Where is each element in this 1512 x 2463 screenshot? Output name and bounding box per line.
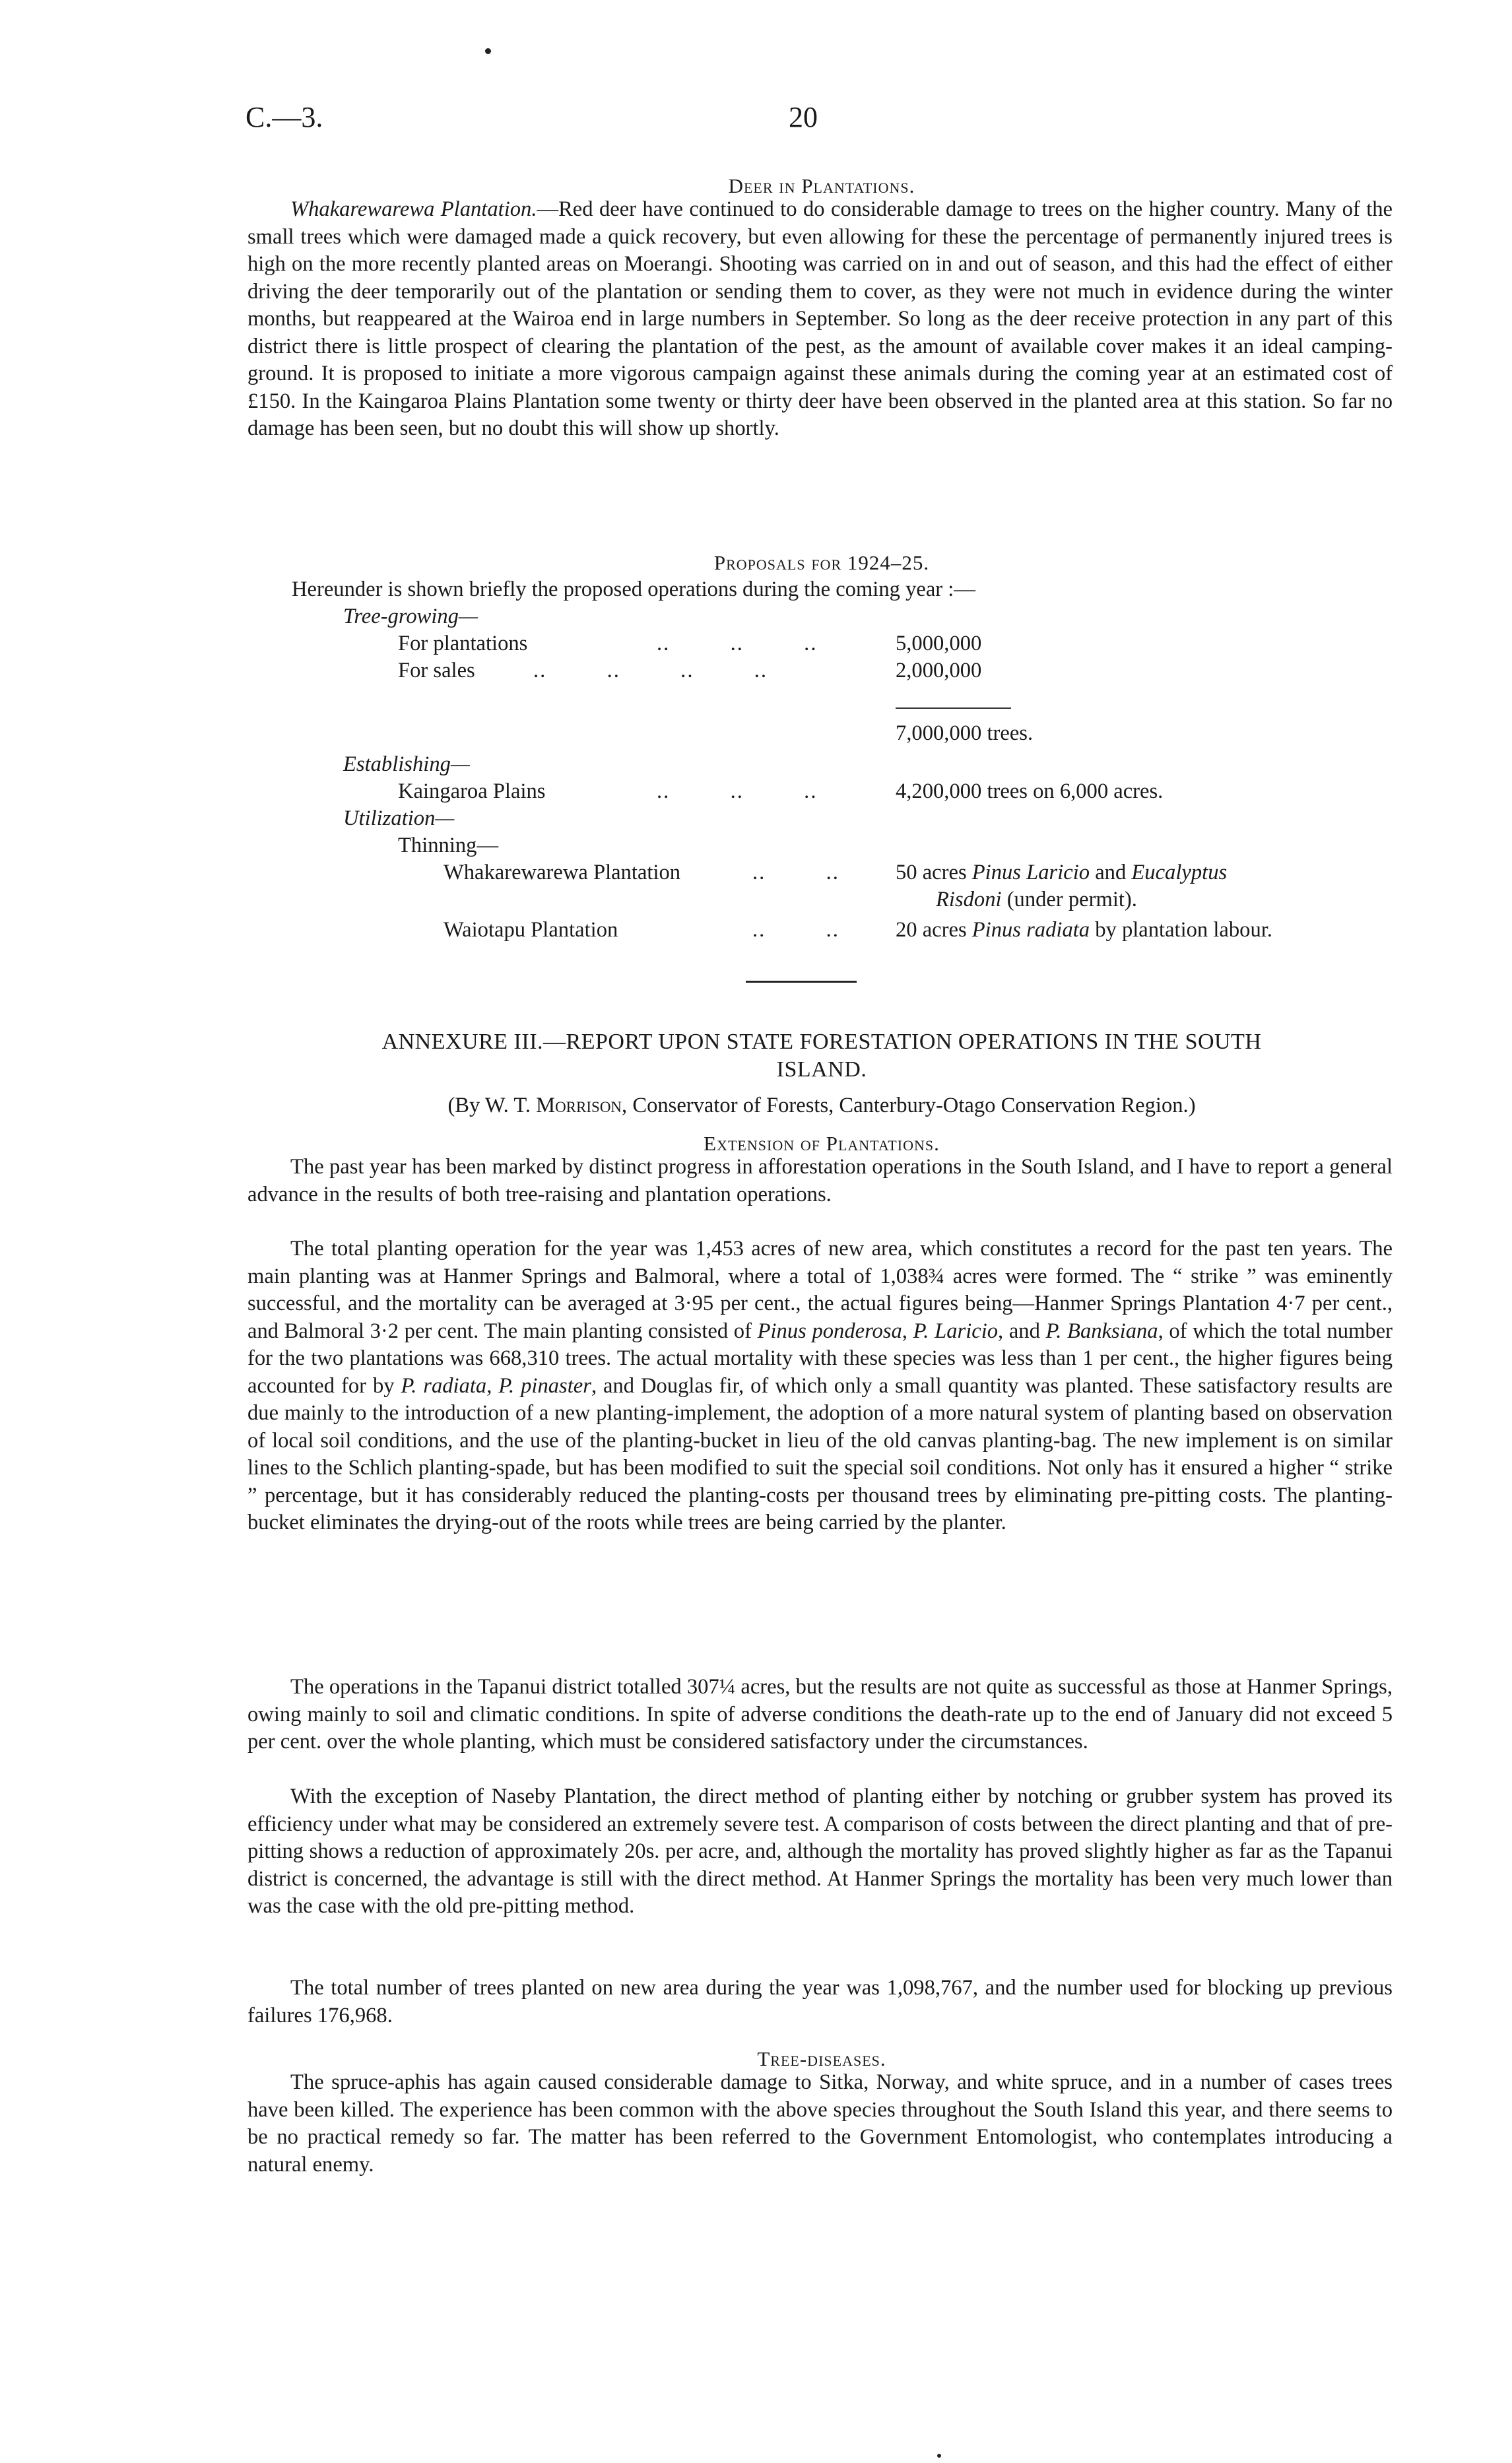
species-name: Pinus ponderosa — [757, 1319, 902, 1343]
whakarewarewa-label: Whakarewarewa Plantation — [444, 861, 681, 884]
paragraph-text: , of which the total number for the two plantations was 668,310 trees. The actual mortality with these species was less than 1 per cent., the higher figures being accounted for by — [247, 1319, 1393, 1398]
extension-paragraph-2 — [247, 1235, 1393, 1537]
conjunction-text: and — [1090, 861, 1132, 884]
separator-text: , — [902, 1319, 913, 1343]
sum-rule — [896, 707, 1011, 709]
deer-paragraph-text: —Red deer have continued to do considerable damage to trees on the higher country. Many of the small trees which were damaged made a quick recovery, but even allowing for these the percentage of permanently injured trees is high on the more recently planted areas on Moerangi. Shooting was carried on in and out of season, and this had the effect of either driving the deer temporarily out of the plantation or sending them to cover, as they were not much in evidence during the winter months, but reappeared at the Wairoa end in large numbers in September. So long as the deer receive protection in any part of this district there is little prospect of clearing the plantation of the pest, as the amount of available cover makes it an ideal camping-ground. It is proposed to initiate a more vigorous campaign against these animals during the coming year at an estimated cost of £150. In the Kaingaroa Plains Plantation some twenty or thirty deer have been observed in the planted area at this station. So far no damage has been seen, but no doubt this will show up shortly. — [247, 197, 1393, 440]
species-name: P. Banksiana — [1045, 1319, 1158, 1343]
thinning-label: Thinning— — [398, 834, 499, 857]
annexure-byline — [247, 1094, 1396, 1118]
species-name: P. Laricio — [913, 1319, 999, 1343]
separator-text: , — [486, 1373, 499, 1398]
waiotapu-value — [896, 918, 1272, 942]
deer-paragraph-lead: Whakarewarewa Plantation. — [290, 197, 537, 221]
paragraph-text: , and Douglas fir, of which only a small quantity was planted. These satisfactory results are due mainly to the introduction of a new planting-implement, the adoption of a more natural system of planting based on observation of local soil conditions, and the use of the planting-bucket in lieu of the old canvas planting-bag. The new implement is on similar lines to the Schlich planting-spade, but has been modified to suit the special soil conditions. Not only has it ensured a higher “ strike ” percentage, but it has considerably reduced the planting-costs per thousand trees by eliminating pre-pitting costs. The planting-bucket eliminates the drying-out of the roots while trees are being carried by the planter. — [247, 1373, 1393, 1534]
annexure-title-line2: ISLAND. — [776, 1057, 867, 1082]
waiotapu-value-acres: 20 acres — [896, 918, 972, 942]
species-name: Pinus radiata — [971, 918, 1090, 942]
extension-paragraph-4: With the exception of Naseby Plantation, the direct method of planting either by notching or grubber system has proved its efficiency under what may be considered an extremely severe test. A comparison of costs between the direct planting and that of pre-pitting shows a reduction of approximately 20s. per acre, and, although the mortality has proved slightly higher as far as the Tapanui district is concerned, the advantage is still with the direct method. At Hanmer Springs the mortality has been very much lower than was the case with the old pre-pitting method. — [247, 1785, 1393, 1918]
leader-dots: .. .. .. — [657, 632, 818, 655]
proposals-intro: Hereunder is shown briefly the proposed operations during the coming year :— — [292, 577, 975, 601]
species-name: Eucalyptus — [1131, 861, 1228, 884]
tree-growing-total: 7,000,000 trees. — [896, 721, 1034, 745]
utilization-label: Utilization— — [343, 806, 455, 830]
tree-growing-label: Tree-growing— — [343, 605, 478, 628]
for-sales-label: For sales — [398, 659, 475, 682]
species-name: Risdoni — [936, 888, 1002, 911]
for-sales-value: 2,000,000 — [896, 659, 982, 682]
deer-paragraph — [247, 196, 1393, 443]
leader-dots: .. .. .. — [657, 779, 818, 803]
extension-heading: Extension of Plantations. — [704, 1132, 940, 1155]
species-name: Pinus Laricio — [971, 861, 1090, 884]
proposals-heading: Proposals for 1924–25. — [713, 551, 930, 574]
byline-role: , Conservator of Forests, Canterbury-Otago Conservation Region.) — [622, 1094, 1196, 1117]
permit-note: (under permit). — [1001, 888, 1137, 911]
waiotapu-value-labour: by plantation labour. — [1090, 918, 1272, 942]
for-plantations-value: 5,000,000 — [896, 632, 982, 655]
establishing-label: Establishing— — [343, 752, 470, 776]
page-number: 20 — [789, 101, 818, 133]
document-reference: C.—3. — [246, 101, 323, 133]
paragraph-text: The total planting operation for the year was 1,453 acres of new area, which constitutes a record for the past ten years. The main planting was at Hanmer Springs and Balmoral, where a total of 1,038¾ acres were formed. The “ strike ” was eminently successful, and the mortality can be averaged at 3·95 per cent., the actual figures being—Hanmer Springs Plantation 4·7 per cent., and Balmoral 3·2 per cent. The main planting consisted of — [247, 1237, 1393, 1343]
scan-speck — [937, 2454, 941, 2458]
scan-speck — [485, 48, 491, 54]
leader-dots: .. .. — [752, 861, 839, 884]
tree-diseases-heading: Tree-diseases. — [757, 2047, 886, 2070]
annexure-title-line1: ANNEXURE III.—REPORT UPON STATE FORESTATION OPERATIONS IN THE SOUTH — [381, 1030, 1262, 1054]
leader-dots: .. .. — [752, 918, 839, 942]
kaingaroa-label: Kaingaroa Plains — [398, 779, 546, 803]
for-plantations-label: For plantations — [398, 632, 528, 655]
separator-text: , and — [998, 1319, 1046, 1343]
deer-section-heading: Deer in Plantations. — [728, 174, 915, 197]
species-name: P. pinaster — [498, 1373, 591, 1398]
section-divider — [746, 981, 857, 983]
extension-paragraph-3: The operations in the Tapanui district totalled 307¼ acres, but the results are not quite as successful as those at Hanmer Springs, owing mainly to soil and climatic conditions. In spite of adverse conditions the death-rate up to the end of January did not exceed 5 per cent. over the whole planting, which must be considered satisfactory under the circumstances. — [247, 1675, 1393, 1754]
waiotapu-label: Waiotapu Plantation — [444, 918, 618, 942]
leader-dots: .. .. .. .. — [533, 659, 768, 682]
whakarewarewa-value-acres: 50 acres — [896, 861, 972, 884]
extension-paragraph-1: The past year has been marked by distinct progress in afforestation operations in the South Island, and I have to report a general advance in the results of both tree-raising and plantation operations. — [247, 1155, 1393, 1206]
whakarewarewa-value — [896, 861, 1227, 885]
tree-diseases-paragraph: The spruce-aphis has again caused considerable damage to Sitka, Norway, and white spruce, and in a number of cases trees have been killed. The experience has been common with the above species throughout the South Island this year, and there seems to be no practical remedy so far. The matter has been referred to the Government Entomologist, who contemplates introducing a natural enemy. — [247, 2070, 1393, 2177]
byline-prefix: (By W. T. — [447, 1094, 537, 1117]
species-name: P. radiata — [401, 1373, 487, 1398]
byline-author: Morrison — [536, 1094, 622, 1117]
extension-paragraph-5: The total number of trees planted on new area during the year was 1,098,767, and the number used for blocking up previous failures 176,968. — [247, 1976, 1393, 2027]
kaingaroa-value: 4,200,000 trees on 6,000 acres. — [896, 779, 1164, 803]
whakarewarewa-value-cont — [936, 888, 1137, 912]
